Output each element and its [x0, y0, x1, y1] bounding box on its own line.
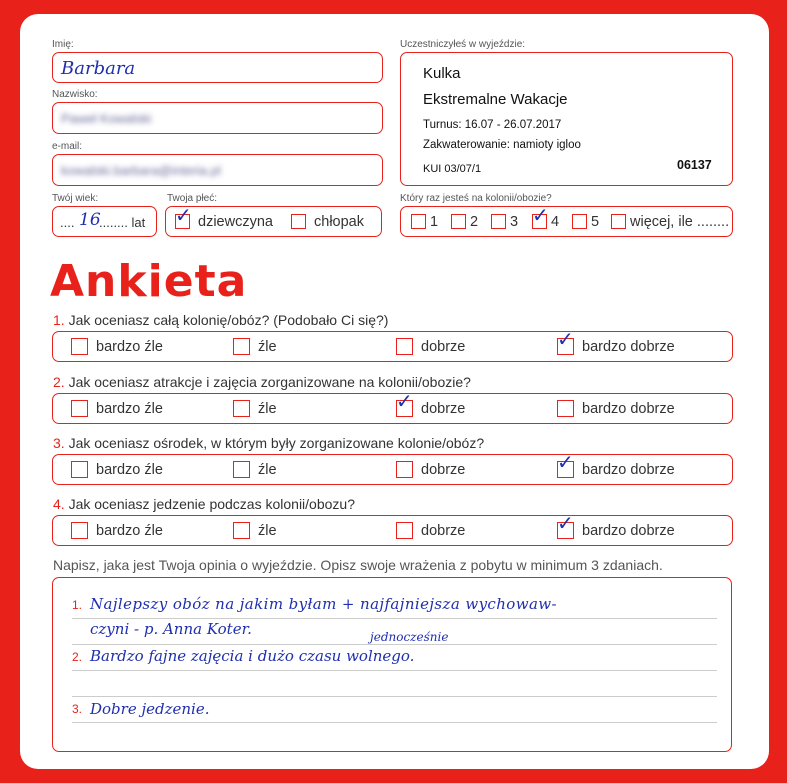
- times-option-1[interactable]: [411, 207, 438, 236]
- question-text: Jak oceniasz ośrodek, w którym były zorganizowane kolonie/obóz?: [68, 435, 485, 451]
- times-label: Który raz jesteś na kolonii/obozie?: [400, 193, 552, 204]
- age-value: 16: [79, 210, 101, 230]
- surname-field[interactable]: [52, 102, 383, 134]
- rating-option[interactable]: [396, 455, 465, 484]
- trip-turnus: Turnus: 16.07 - 26.07.2017: [423, 119, 562, 131]
- rating-checkbox[interactable]: [71, 522, 88, 539]
- times-checkbox-3[interactable]: [491, 214, 506, 229]
- survey-title: Ankieta: [50, 256, 248, 307]
- rating-option[interactable]: [233, 516, 277, 545]
- rating-row-3: [52, 450, 733, 485]
- rating-row-1: [52, 327, 733, 362]
- writing-line: [72, 618, 717, 619]
- times-checkbox-more[interactable]: [611, 214, 626, 229]
- question-number: 4.: [53, 496, 65, 512]
- times-checkbox-1[interactable]: [411, 214, 426, 229]
- times-option-5[interactable]: [572, 207, 599, 236]
- rating-label: źle: [258, 522, 277, 539]
- trip-code: KUI 03/07/1: [423, 163, 482, 175]
- opinion-insert: jednocześnie: [370, 630, 449, 644]
- trip-camp-name: Kulka: [423, 65, 461, 82]
- rating-option[interactable]: [71, 394, 163, 423]
- question-number: 2.: [53, 374, 65, 390]
- age-suffix: ........ lat: [99, 215, 146, 230]
- times-label-5: 5: [591, 213, 600, 230]
- rating-label: źle: [258, 461, 277, 478]
- opinion-prompt: Napisz, jaka jest Twoja opinia o wyjeździe. Opisz swoje wrażenia z pobytu w minimum 3 zdaniach.: [53, 557, 663, 573]
- rating-label: bardzo dobrze: [582, 338, 675, 355]
- times-checkbox-4[interactable]: [532, 203, 549, 229]
- gender-checkbox-boy[interactable]: [291, 214, 306, 229]
- times-checkbox-5[interactable]: [572, 214, 587, 229]
- rating-checkbox[interactable]: [71, 461, 88, 478]
- rating-label: bardzo źle: [96, 461, 163, 478]
- rating-label: dobrze: [421, 338, 466, 355]
- checkmark-icon: ✓: [396, 389, 413, 413]
- rating-checkbox[interactable]: [71, 400, 88, 417]
- times-label-2: 2: [470, 213, 479, 230]
- rating-label: dobrze: [421, 461, 466, 478]
- email-value-blurred: kowalski.barbara@interia.pl: [61, 163, 221, 178]
- trip-label: Uczestniczyłeś w wyjeździe:: [400, 39, 526, 50]
- rating-label: źle: [258, 400, 277, 417]
- opinion-num-1: 1.: [72, 598, 83, 612]
- rating-checkbox[interactable]: [396, 338, 413, 355]
- checkmark-icon: ✓: [175, 203, 192, 227]
- question-number: 3.: [53, 435, 65, 451]
- question-number: 1.: [53, 312, 65, 328]
- times-checkbox-2[interactable]: [451, 214, 466, 229]
- rating-label: bardzo dobrze: [582, 461, 675, 478]
- surname-label: Nazwisko:: [52, 89, 98, 100]
- writing-line: [72, 670, 717, 671]
- age-field[interactable]: [52, 206, 157, 237]
- gender-label-boy: chłopak: [314, 213, 364, 230]
- writing-line: [72, 644, 717, 645]
- rating-checkbox[interactable]: [557, 400, 574, 417]
- rating-label: bardzo dobrze: [582, 522, 675, 539]
- surname-value-blurred: Paweł Kowalski: [61, 111, 152, 126]
- trip-number: 06137: [677, 158, 712, 172]
- times-label-4: 4: [551, 213, 560, 230]
- times-option-2[interactable]: [451, 207, 478, 236]
- rating-checkbox[interactable]: [557, 450, 574, 478]
- gender-option-boy[interactable]: [291, 207, 364, 236]
- name-field[interactable]: [52, 52, 383, 83]
- email-field[interactable]: [52, 154, 383, 186]
- rating-label: bardzo źle: [96, 522, 163, 539]
- gender-field: [165, 203, 382, 237]
- rating-checkbox[interactable]: [233, 522, 250, 539]
- rating-option[interactable]: [557, 327, 675, 361]
- rating-checkbox[interactable]: [557, 511, 574, 539]
- times-option-3[interactable]: [491, 207, 518, 236]
- rating-option[interactable]: [71, 455, 163, 484]
- rating-option[interactable]: [71, 516, 163, 545]
- rating-label: źle: [258, 338, 277, 355]
- question-1: [53, 312, 388, 328]
- rating-option[interactable]: [71, 332, 163, 361]
- checkmark-icon: ✓: [557, 327, 574, 351]
- writing-line: [72, 696, 717, 697]
- question-text: Jak oceniasz jedzenie podczas kolonii/obozu?: [68, 496, 355, 512]
- gender-checkbox-girl[interactable]: [175, 203, 192, 229]
- question-text: Jak oceniasz całą kolonię/obóz? (Podobało Ci się?): [68, 312, 389, 328]
- rating-label: bardzo dobrze: [582, 400, 675, 417]
- rating-row-4: [52, 511, 733, 546]
- rating-checkbox[interactable]: [233, 338, 250, 355]
- gender-label-girl: dziewczyna: [198, 213, 273, 230]
- rating-label: bardzo źle: [96, 400, 163, 417]
- rating-option[interactable]: [396, 516, 465, 545]
- opinion-num-2: 2.: [72, 650, 83, 664]
- question-2: [53, 374, 471, 390]
- trip-info-box: [400, 52, 733, 186]
- question-text: Jak oceniasz atrakcje i zajęcia zorganizowane na kolonii/obozie?: [68, 374, 471, 390]
- rating-option[interactable]: [233, 394, 277, 423]
- trip-program-name: Ekstremalne Wakacje: [423, 91, 568, 108]
- rating-option[interactable]: [233, 332, 277, 361]
- rating-checkbox[interactable]: [396, 461, 413, 478]
- opinion-text-1b: czyni - p. Anna Koter.: [90, 620, 252, 638]
- times-label-3: 3: [510, 213, 519, 230]
- rating-checkbox[interactable]: [557, 327, 574, 355]
- rating-checkbox[interactable]: [396, 389, 413, 417]
- checkmark-icon: ✓: [532, 203, 549, 227]
- rating-label: dobrze: [421, 400, 466, 417]
- trip-accommodation: Zakwaterowanie: namioty igloo: [423, 139, 581, 151]
- opinion-text-2: Bardzo fajne zajęcia i dużo czasu wolnego.: [90, 647, 415, 665]
- rating-option[interactable]: [557, 450, 675, 484]
- rating-option[interactable]: [396, 389, 466, 423]
- checkmark-icon: ✓: [557, 450, 574, 474]
- survey-form-page: [20, 14, 769, 769]
- question-4: [53, 496, 355, 512]
- times-option-more[interactable]: [611, 207, 729, 236]
- times-option-4[interactable]: [532, 203, 560, 236]
- times-label-1: 1: [430, 213, 439, 230]
- question-3: [53, 435, 484, 451]
- opinion-num-3: 3.: [72, 702, 83, 716]
- rating-option[interactable]: [557, 511, 675, 545]
- age-label: Twój wiek:: [52, 193, 99, 204]
- times-label-more: więcej, ile ........: [630, 213, 730, 230]
- gender-option-girl[interactable]: [175, 203, 273, 236]
- email-label: e-mail:: [52, 141, 83, 152]
- checkmark-icon: ✓: [557, 511, 574, 535]
- name-value: Barbara: [61, 58, 136, 79]
- name-label: Imię:: [52, 39, 74, 50]
- rating-label: dobrze: [421, 522, 466, 539]
- opinion-text-3: Dobre jedzenie.: [90, 700, 210, 718]
- rating-checkbox[interactable]: [233, 400, 250, 417]
- writing-line: [72, 722, 717, 723]
- rating-option[interactable]: [233, 455, 277, 484]
- rating-checkbox[interactable]: [396, 522, 413, 539]
- rating-checkbox[interactable]: [71, 338, 88, 355]
- rating-row-2: [52, 389, 733, 424]
- gender-label: Twoja płeć:: [167, 193, 218, 204]
- rating-option[interactable]: [557, 394, 675, 423]
- rating-checkbox[interactable]: [233, 461, 250, 478]
- opinion-text-1a: Najlepszy obóz na jakim byłam + najfajniejsza wychowaw-: [90, 595, 558, 613]
- age-dots: ....: [60, 215, 75, 230]
- times-field: [400, 203, 733, 237]
- rating-label: bardzo źle: [96, 338, 163, 355]
- rating-option[interactable]: [396, 332, 465, 361]
